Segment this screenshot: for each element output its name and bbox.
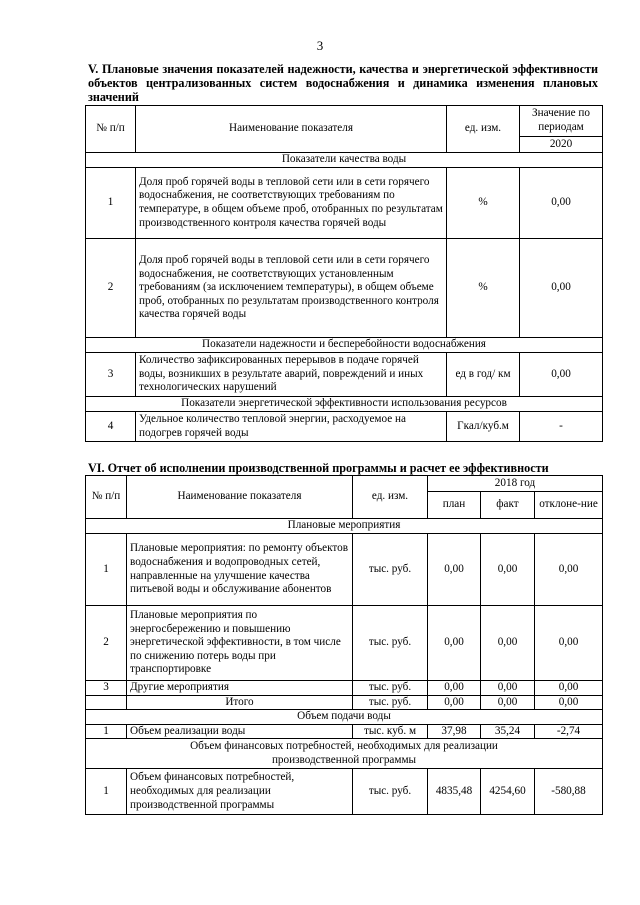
- header-year: 2020: [520, 137, 603, 153]
- row-value: 0,00: [520, 353, 603, 397]
- header-num: № п/п: [86, 106, 136, 153]
- row-unit: ед в год/ км: [447, 353, 520, 397]
- row-deviation: 0,00: [535, 681, 603, 696]
- row-name: Объем финансовых потребностей, необходимых для реализации производственной программы: [127, 769, 353, 815]
- row-plan: 0,00: [428, 681, 481, 696]
- row-fact: 35,24: [481, 724, 535, 739]
- group-title-reliability: Показатели надежности и бесперебойности водоснабжения: [86, 338, 603, 353]
- header-unit: ед. изм.: [353, 476, 428, 519]
- group-title-quality: Показатели качества воды: [86, 153, 603, 168]
- row-num: 3: [86, 681, 127, 696]
- header-year: 2018 год: [428, 476, 603, 492]
- total-fact: 0,00: [481, 695, 535, 710]
- group-title-supply: Объем подачи воды: [86, 710, 603, 725]
- section-5-title: V. Плановые значения показателей надежности, качества и энергетической эффективности объектов централизованных систем водоснабжения и динамика изменения плановых значений: [88, 62, 598, 104]
- row-num: 2: [86, 239, 136, 338]
- row-unit: тыс. руб.: [353, 606, 428, 681]
- row-deviation: -580,88: [535, 769, 603, 815]
- row-deviation: 0,00: [535, 606, 603, 681]
- page-number: 3: [316, 38, 324, 53]
- row-num: 4: [86, 412, 136, 442]
- header-num: № п/п: [86, 476, 127, 519]
- row-name: Плановые мероприятия: по ремонту объектов водоснабжения и водопроводных сетей, направленные на улучшение качества питьевой воды и обслуживание абонентов: [127, 534, 353, 606]
- total-num-empty: [86, 695, 127, 710]
- row-plan: 4835,48: [428, 769, 481, 815]
- row-num: 1: [86, 168, 136, 239]
- row-num: 1: [86, 534, 127, 606]
- row-unit: %: [447, 168, 520, 239]
- row-name: Объем реализации воды: [127, 724, 353, 739]
- row-unit: тыс. куб. м: [353, 724, 428, 739]
- quality-indicators-table: [85, 105, 603, 442]
- row-num: 3: [86, 353, 136, 397]
- row-value: 0,00: [520, 168, 603, 239]
- row-name: Другие мероприятия: [127, 681, 353, 696]
- total-plan: 0,00: [428, 695, 481, 710]
- row-plan: 0,00: [428, 534, 481, 606]
- row-num: 2: [86, 606, 127, 681]
- row-name: Доля проб горячей воды в тепловой сети или в сети горячего водоснабжения, не соответствующих установленным требованиям (за исключением температуры), в общем объеме проб, отобранных по результатам производственного контроля качества горячей воды: [136, 239, 447, 338]
- row-name: Количество зафиксированных перерывов в подаче горячей воды, возникших в результате аварий, повреждений и иных технологических нарушений: [136, 353, 447, 397]
- row-unit: тыс. руб.: [353, 681, 428, 696]
- row-name: Плановые мероприятия по энергосбережению и повышению энергетической эффективности, в том числе по снижению потерь воды при транспортировке: [127, 606, 353, 681]
- group-title-planned: Плановые мероприятия: [86, 519, 603, 534]
- section-6-title: VI. Отчет об исполнении производственной программы и расчет ее эффективности: [88, 461, 549, 475]
- program-report-table: [85, 475, 603, 815]
- group-title-energy: Показатели энергетической эффективности использования ресурсов: [86, 397, 603, 412]
- row-value: 0,00: [520, 239, 603, 338]
- row-name: Удельное количество тепловой энергии, расходуемое на подогрев горячей воды: [136, 412, 447, 442]
- row-unit: Гкал/куб.м: [447, 412, 520, 442]
- header-plan: план: [428, 492, 481, 519]
- row-unit: тыс. руб.: [353, 534, 428, 606]
- row-num: 1: [86, 769, 127, 815]
- row-fact: 0,00: [481, 534, 535, 606]
- row-unit: тыс. руб.: [353, 769, 428, 815]
- header-name: Наименование показателя: [127, 476, 353, 519]
- total-deviation: 0,00: [535, 695, 603, 710]
- row-plan: 0,00: [428, 606, 481, 681]
- row-fact: 0,00: [481, 606, 535, 681]
- row-deviation: 0,00: [535, 534, 603, 606]
- row-fact: 0,00: [481, 681, 535, 696]
- header-deviation: отклоне-ние: [535, 492, 603, 519]
- total-unit: тыс. руб.: [353, 695, 428, 710]
- header-unit: ед. изм.: [447, 106, 520, 153]
- group-title-finance: Объем финансовых потребностей, необходимых для реализации производственной программы: [86, 739, 603, 769]
- row-unit: %: [447, 239, 520, 338]
- header-fact: факт: [481, 492, 535, 519]
- row-plan: 37,98: [428, 724, 481, 739]
- row-name: Доля проб горячей воды в тепловой сети или в сети горячего водоснабжения, не соответствующих требованиям по температуре, в общем объеме проб, отобранных по результатам производственного контроля качества горячей воды: [136, 168, 447, 239]
- header-value-by-period: Значение по периодам: [520, 106, 603, 137]
- row-num: 1: [86, 724, 127, 739]
- total-label: Итого: [127, 695, 353, 710]
- row-fact: 4254,60: [481, 769, 535, 815]
- row-deviation: -2,74: [535, 724, 603, 739]
- header-name: Наименование показателя: [136, 106, 447, 153]
- row-value: -: [520, 412, 603, 442]
